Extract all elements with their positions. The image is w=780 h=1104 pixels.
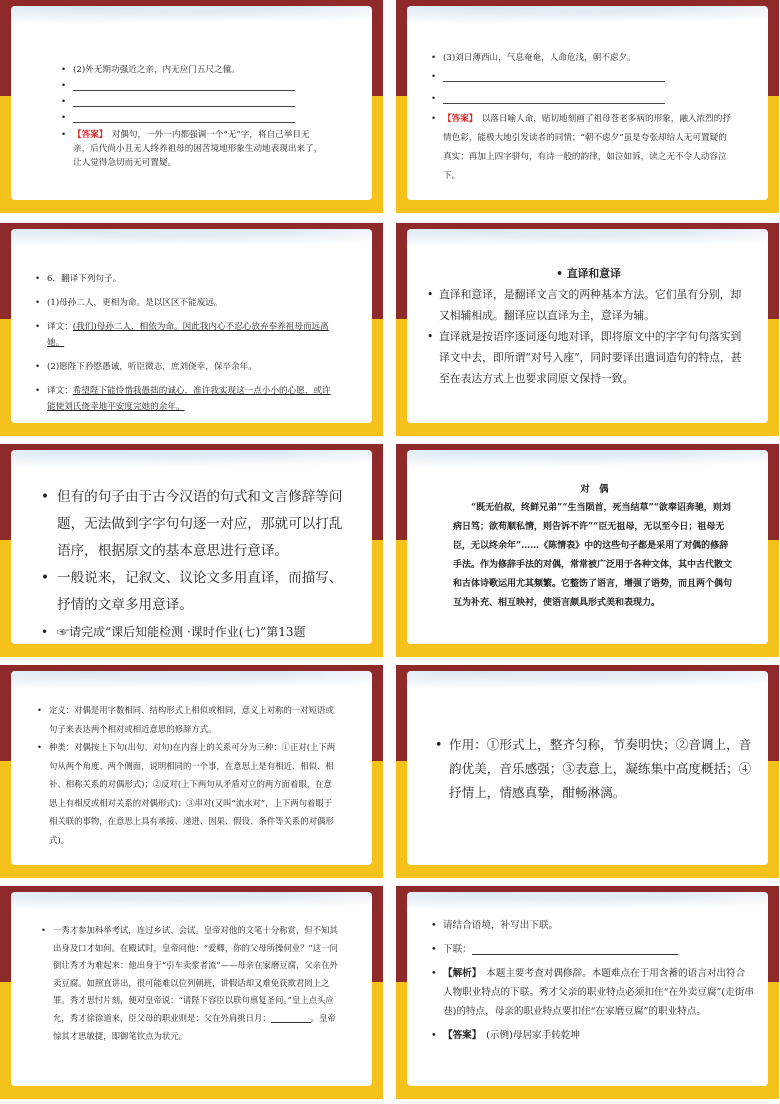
slide-content	[453, 480, 736, 636]
slide-content	[39, 922, 338, 1078]
list-item: • 定义：对偶是用字数相同、结构形式上相似或相同，意义上对称的一对短语或句子来表达两个相对或相近意思的修辞方式。	[37, 705, 334, 734]
list-item: • 作用：①形式上，整齐匀称，节奏明快；②音调上，音韵优美，音乐感强；③表意上，凝练集中高度概括；④抒情上，情感真挚，酣畅淋漓。	[435, 737, 752, 800]
slide-9	[0, 886, 383, 1099]
list-item: • 请结合语境，补写出下联。	[431, 920, 559, 931]
list-item: • 种类：对偶按上下句(出句、对句)在内容上的关系可分为三种：①正对(上下两句从两个角度、两个侧面，说明相同的一个事，在意思上是有相近、相似、相补、相称关系的对偶形式)；②反对(上下两句从矛盾对立的两方面着眼，在意思上有相反或相对关系的对偶形式)；③串对(又叫“流水对”，上下两句着眼于相关联的事物，在意思上具有承接、递进、因果、假设、条件等关系的对偶形式)。	[37, 742, 336, 845]
slide-paper	[407, 229, 768, 423]
answer-blank	[472, 944, 678, 955]
list-item: • 【解析】 本题主要考查对偶修辞。本题难点在于用含蓄的语言对出符合人物职业特点的下联。秀才父亲的职业特点必须扣住“在外卖豆腐”(走街串巷)的特点，母亲的职业特点要扣住“在家磨豆腐”的职业特点。	[431, 968, 754, 1017]
analysis-label: 【解析】	[443, 968, 477, 979]
slide-paper	[407, 6, 768, 200]
translation-text: (我们)母孙二人，相依为命。因此我内心不忍心放弃奉养祖母而远离她。	[47, 322, 329, 348]
answer-label: 【答案】	[443, 114, 474, 124]
answer-item: • 【答案】 以落日喻人命，贴切地刻画了祖母苍老多病的形象，融入浓烈的抒情色彩，能极大地引发读者的同情；“朝不虑夕”虽是夸张却给人无可置疑的真实；再加上四字骈句，有诗一般的韵律，如泣如诉，读之无不令人动容泣下。	[431, 114, 731, 181]
slide-paper	[11, 6, 372, 200]
cloud-decoration	[407, 229, 768, 251]
translation-text: 希望陛下能怜惜我愚拙的诚心，准许我实现这一点小小的心愿，或许能使刘氏侥幸地平安度完她的余年。	[47, 386, 331, 412]
blank-line: •	[429, 66, 732, 88]
list-item: • 译文：(我们)母孙二人，相依为命。因此我内心不忍心放弃奉养祖母而远离她。	[35, 322, 329, 348]
slide-10	[396, 886, 779, 1099]
list-item: • (2)愿陛下矜愍愚诚，听臣微志，庶刘侥幸，保卒余年。	[35, 362, 257, 372]
slide-content	[39, 484, 350, 639]
blank-line: •	[59, 78, 324, 94]
slide-2	[396, 0, 779, 213]
answer-blank	[271, 1013, 311, 1023]
answer-label: 【答案】	[443, 1030, 477, 1041]
blank-line: •	[429, 88, 732, 110]
slide-7	[0, 665, 383, 878]
answer-text: 对偶句，一外一内都强调一个“无”字，将自己举目无亲，后代尚小且无人终养祖母的困苦境地形象生动地表现出来了，让人觉得急切而无可置疑。	[73, 130, 323, 168]
list-item: • 下联：	[429, 940, 754, 959]
answer-label: 【答案】	[73, 130, 104, 140]
slide-1	[0, 0, 383, 213]
list-item: • 直译和意译，是翻译文言文的两种基本方法。它们虽有分别，却又相辅相成。翻译应以直译为主，意译为辅。	[427, 288, 742, 322]
list-item: • (1)母孙二人，更相为命。是以区区不能废远。	[35, 298, 223, 308]
slide-paper	[11, 229, 372, 423]
slide-3	[0, 223, 383, 436]
slide-4	[396, 223, 779, 436]
slide-content	[429, 50, 732, 192]
slide-content	[33, 267, 336, 415]
cloud-decoration	[407, 671, 768, 693]
cloud-decoration	[407, 892, 768, 914]
answer-text: 以落日喻人命，贴切地刻画了祖母苍老多病的形象，融入浓烈的抒情色彩，能极大地引发读者的同情；“朝不虑夕”虽是夸张却给人无可置疑的真实；再加上四字骈句，有诗一般的韵律，如泣如诉，读之无不令人动容泣下。	[443, 114, 731, 181]
slide-6	[396, 444, 779, 657]
slide-paper	[407, 450, 768, 644]
slide-content	[429, 916, 754, 1078]
slide-paper	[11, 450, 372, 644]
list-item: • (3)刘日薄西山，气息奄奄，人命危浅，朝不虑夕。	[431, 53, 636, 63]
body-paragraph: “既无伯叔，终鲜兄弟”“生当陨首，死当结草”“欲奉诏奔驰，则刘病日笃；欲苟顺私情，则告诉不许”“臣无祖母，无以至今日；祖母无臣，无以终余年”……《陈情表》中的这些句子都是采用了对偶的修辞手法。作为修辞手法的对偶，常常被广泛用于各种文体，其中古代散文和古体诗歌运用尤其频繁。它整饬了语言，增强了语势，而且两个偶句互为补充、相互映衬，使语言颇具形式美和表现力。	[453, 503, 733, 608]
slide-paper	[11, 892, 372, 1086]
list-item: • 直译就是按语序逐词逐句地对译，即将原文中的字字句句落实到译文中去，即所谓“对号入座”，同时要译出遣词造句的特点，甚至在表达方式上也要求同原文保持一致。	[427, 330, 742, 385]
slide-8	[396, 665, 779, 878]
slide-title: • 直译和意译	[556, 267, 621, 280]
list-item: • ☞请完成“课后知能检测 ·课时作业(七)”第13题	[41, 625, 306, 639]
cloud-decoration	[407, 6, 768, 28]
blank-line: •	[59, 110, 324, 126]
exercise-link[interactable]: ☞请完成“课后知能检测 ·课时作业(七)”第13题	[57, 625, 306, 639]
slide-content	[425, 263, 752, 415]
slide-paper	[11, 671, 372, 865]
answer-item: • 【答案】 对偶句，一外一内都强调一个“无”字，将自己举目无亲，后代尚小且无人终养祖母的困苦境地形象生动地表现出来了，让人觉得急切而无可置疑。	[61, 130, 323, 168]
list-item: • 一秀才参加科举考试，连过乡试、会试。皇帝对他的文笔十分称赏，但不知其出身及口才如何。在殿试时，皇帝问他：“爱卿，你的父母所操何业？”这一问倒让秀才为难起来：他出身于“引车卖浆者流”——母亲在家磨豆腐，父亲在外卖豆腐。如照直讲出，很可能难以位列朝班，讲假话却又难免获欺君罔上之罪。秀才思忖片刻，便对皇帝说：“请陛下容臣以联句禀复圣问。”皇上点头应允，秀才徐徐道来，臣父母的职业则是：父在外肩挑日月； 。皇帝惊其才思敏捷，即御笔钦点为状元。	[41, 925, 338, 1041]
blank-line: •	[59, 94, 324, 110]
cloud-decoration	[407, 450, 768, 472]
slide-content	[59, 62, 324, 192]
slide-content	[35, 701, 340, 857]
cloud-decoration	[11, 671, 372, 693]
slide-5	[0, 444, 383, 657]
cloud-decoration	[11, 229, 372, 251]
cloud-decoration	[11, 6, 372, 28]
slide-title: 对 偶	[580, 484, 609, 495]
cloud-decoration	[11, 892, 372, 914]
cloud-decoration	[11, 450, 372, 472]
list-item: • 译文：希望陛下能怜惜我愚拙的诚心，准许我实现这一点小小的心愿，或许能使刘氏侥幸地平安度完她的余年。	[35, 386, 331, 412]
list-item: • 一般说来，记叙文、议论文多用直译，而描写、抒情的文章多用意译。	[41, 570, 343, 613]
list-item: • 但有的句子由于古今汉语的句式和文言修辞等问题，无法做到字字句句逐一对应，那就可以打乱语序，根据原文的基本意思进行意译。	[41, 489, 343, 559]
list-item: • (2)外无期功强近之亲，内无应门五尺之僮。	[61, 65, 240, 75]
slide-paper	[407, 892, 768, 1086]
list-item: • 【答案】 (示例)母居家手转乾坤	[431, 1030, 581, 1041]
list-item: • 6．翻译下列句子。	[35, 274, 122, 284]
slide-content	[433, 733, 754, 857]
slide-paper	[407, 671, 768, 865]
